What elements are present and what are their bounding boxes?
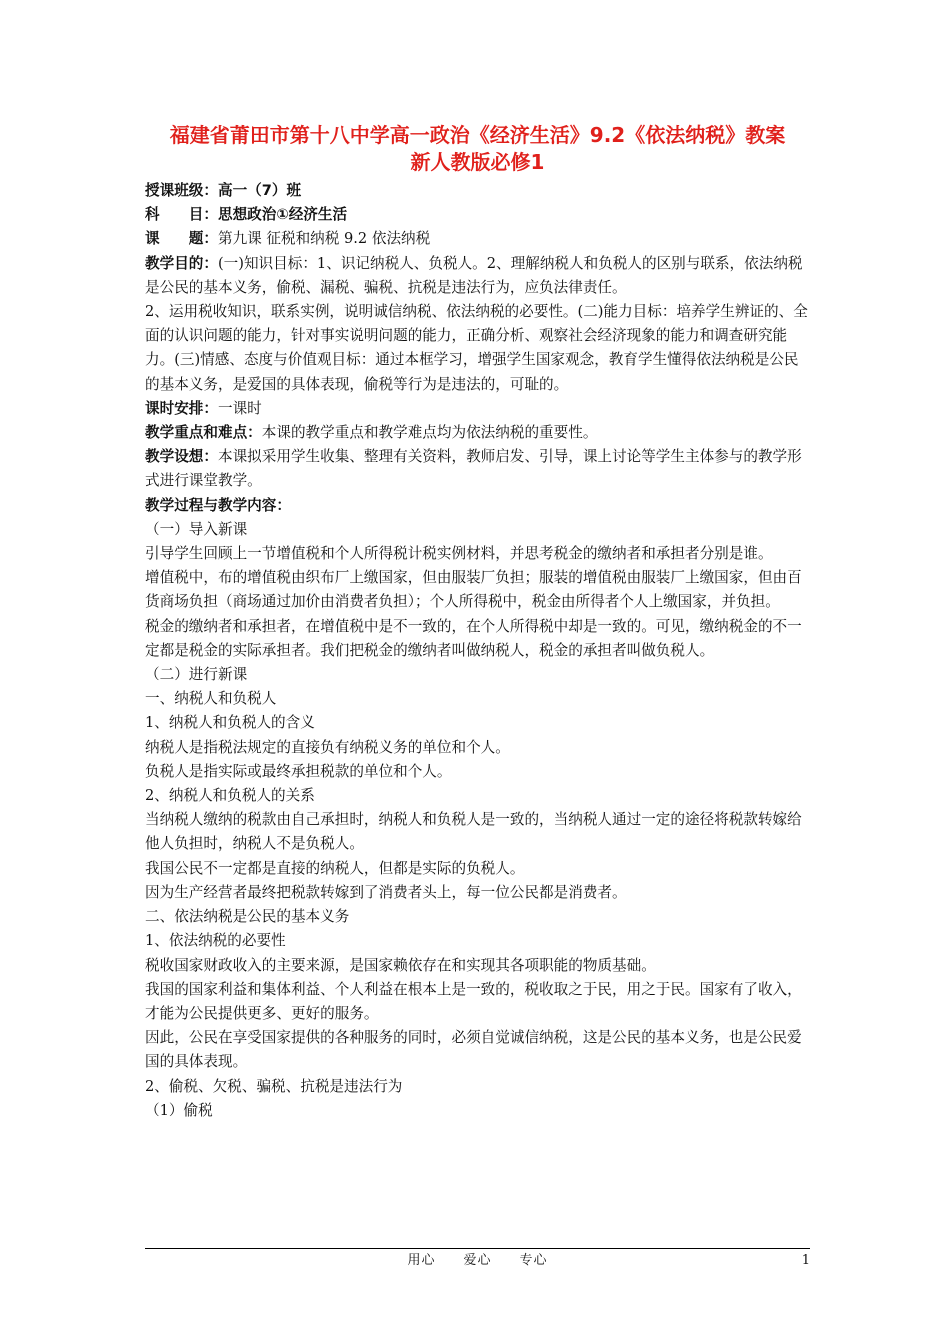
body-paragraph: 税金的缴纳者和承担者，在增值税中是不一致的，在个人所得税中却是一致的。可见，缴纳税金的不一定都是税金的实际承担者。我们把税金的缴纳者叫做纳税人，税金的承担者叫做负税人。 — [145, 617, 802, 659]
body-paragraph: 1、纳税人和负税人的含义 — [145, 714, 315, 732]
topic-value: 第九课 征税和纳税 9.2 依法纳税 — [217, 230, 431, 248]
subject-value: 思想政治①经济生活 — [217, 206, 348, 224]
body-paragraph: 引导学生回顾上一节增值税和个人所得税计税实例材料，并思考税金的缴纳者和承担者分别是谁。 — [145, 545, 773, 563]
body-paragraph: （二）进行新课 — [145, 666, 248, 684]
body-paragraph: 增值税中，布的增值税由织布厂上缴国家，但由服装厂负担；服装的增值税由服装厂上缴国家，但由百货商场负担（商场通过加价由消费者负担）；个人所得税中，税金由所得者个人上缴国家，并负担。 — [145, 569, 802, 611]
document-title — [133, 122, 822, 176]
schedule-row — [145, 397, 810, 421]
body-paragraph: 我国公民不一定都是直接的纳税人，但都是实际的负税人。 — [145, 859, 525, 877]
title-line-2: 新人教版必修1 — [410, 150, 545, 174]
objectives-paragraph-2: 2、运用税收知识，联系实例，说明诚信纳税、依法纳税的必要性。(二)能力目标：培养学生辨证的、全面的认识问题的能力，针对事实说明问题的能力，正确分析、观察社会经济现象的能力和调查研究能力。(三)情感、态度与价值观目标：通过本框学习，增强学生国家观念，教育学生懂得依法纳税是公民的基本义务，是爱国的具体表现，偷税等行为是违法的，可耻的。 — [145, 303, 808, 393]
body-paragraph: 因为生产经营者最终把税款转嫁到了消费者头上，每一位公民都是消费者。 — [145, 883, 627, 901]
objectives-paragraph-1 — [145, 252, 810, 300]
title-line-1: 福建省莆田市第十八中学高一政治《经济生活》9.2《依法纳税》教案 — [169, 123, 786, 147]
design-row — [145, 445, 810, 493]
process-heading: 教学过程与教学内容： — [145, 496, 291, 514]
topic-row — [145, 227, 810, 251]
body-paragraph: （1）偷税 — [145, 1101, 213, 1119]
design-value: 本课拟采用学生收集、整理有关资料，教师启发、引导，课上讨论等学生主体参与的教学形式进行课堂教学。 — [145, 448, 802, 490]
body-paragraph: 1、依法纳税的必要性 — [145, 932, 286, 950]
subject-label: 科 目： — [145, 206, 218, 224]
body-paragraph: 2、偷税、欠税、骗税、抗税是违法行为 — [145, 1077, 403, 1095]
schedule-label: 课时安排： — [145, 399, 218, 417]
body-paragraph: （一）导入新课 — [145, 520, 248, 538]
body-paragraph: 负税人是指实际或最终承担税款的单位和个人。 — [145, 762, 452, 780]
body-paragraph: 2、纳税人和负税人的关系 — [145, 787, 315, 805]
subject-row — [145, 203, 810, 227]
body-paragraph: 二、依法纳税是公民的基本义务 — [145, 908, 350, 926]
footer-motto: 用心 爱心 专心 — [407, 1253, 548, 1268]
page-number: 1 — [801, 1253, 810, 1268]
key-points-row — [145, 421, 810, 445]
schedule-value: 一课时 — [217, 399, 262, 417]
page-footer — [145, 1248, 810, 1273]
class-value: 高一（7）班 — [217, 182, 302, 199]
body-paragraph: 我国的国家利益和集体利益、个人利益在根本上是一致的，税收取之于民，用之于民。国家有了收入，才能为公民提供更多、更好的服务。 — [145, 980, 802, 1022]
body-paragraph: 纳税人是指税法规定的直接负有纳税义务的单位和个人。 — [145, 738, 510, 756]
key-points-value: 本课的教学重点和教学难点均为依法纳税的重要性。 — [261, 424, 598, 442]
body-paragraph: 税收国家财政收入的主要来源，是国家赖依存在和实现其各项职能的物质基础。 — [145, 956, 656, 974]
class-label: 授课班级： — [145, 182, 218, 199]
design-label: 教学设想： — [145, 448, 218, 466]
topic-label: 课 题： — [145, 230, 218, 248]
body-paragraph: 因此，公民在享受国家提供的各种服务的同时，必须自觉诚信纳税，这是公民的基本义务，也是公民爱国的具体表现。 — [145, 1029, 802, 1071]
objectives-label: 教学目的： — [145, 254, 218, 272]
class-row — [145, 179, 810, 203]
body-paragraph: 一、纳税人和负税人 — [145, 690, 277, 708]
body-paragraph: 当纳税人缴纳的税款由自己承担时，纳税人和负税人是一致的，当纳税人通过一定的途径将税款转嫁给他人负担时，纳税人不是负税人。 — [145, 811, 802, 853]
objectives-text-1: (一)知识目标：1、识记纳税人、负税人。2、理解纳税人和负税人的区别与联系，依法纳税是公民的基本义务，偷税、漏税、骗税、抗税是违法行为，应负法律责任。 — [145, 254, 803, 296]
key-points-label: 教学重点和难点： — [145, 424, 262, 442]
document-content — [145, 122, 810, 1123]
